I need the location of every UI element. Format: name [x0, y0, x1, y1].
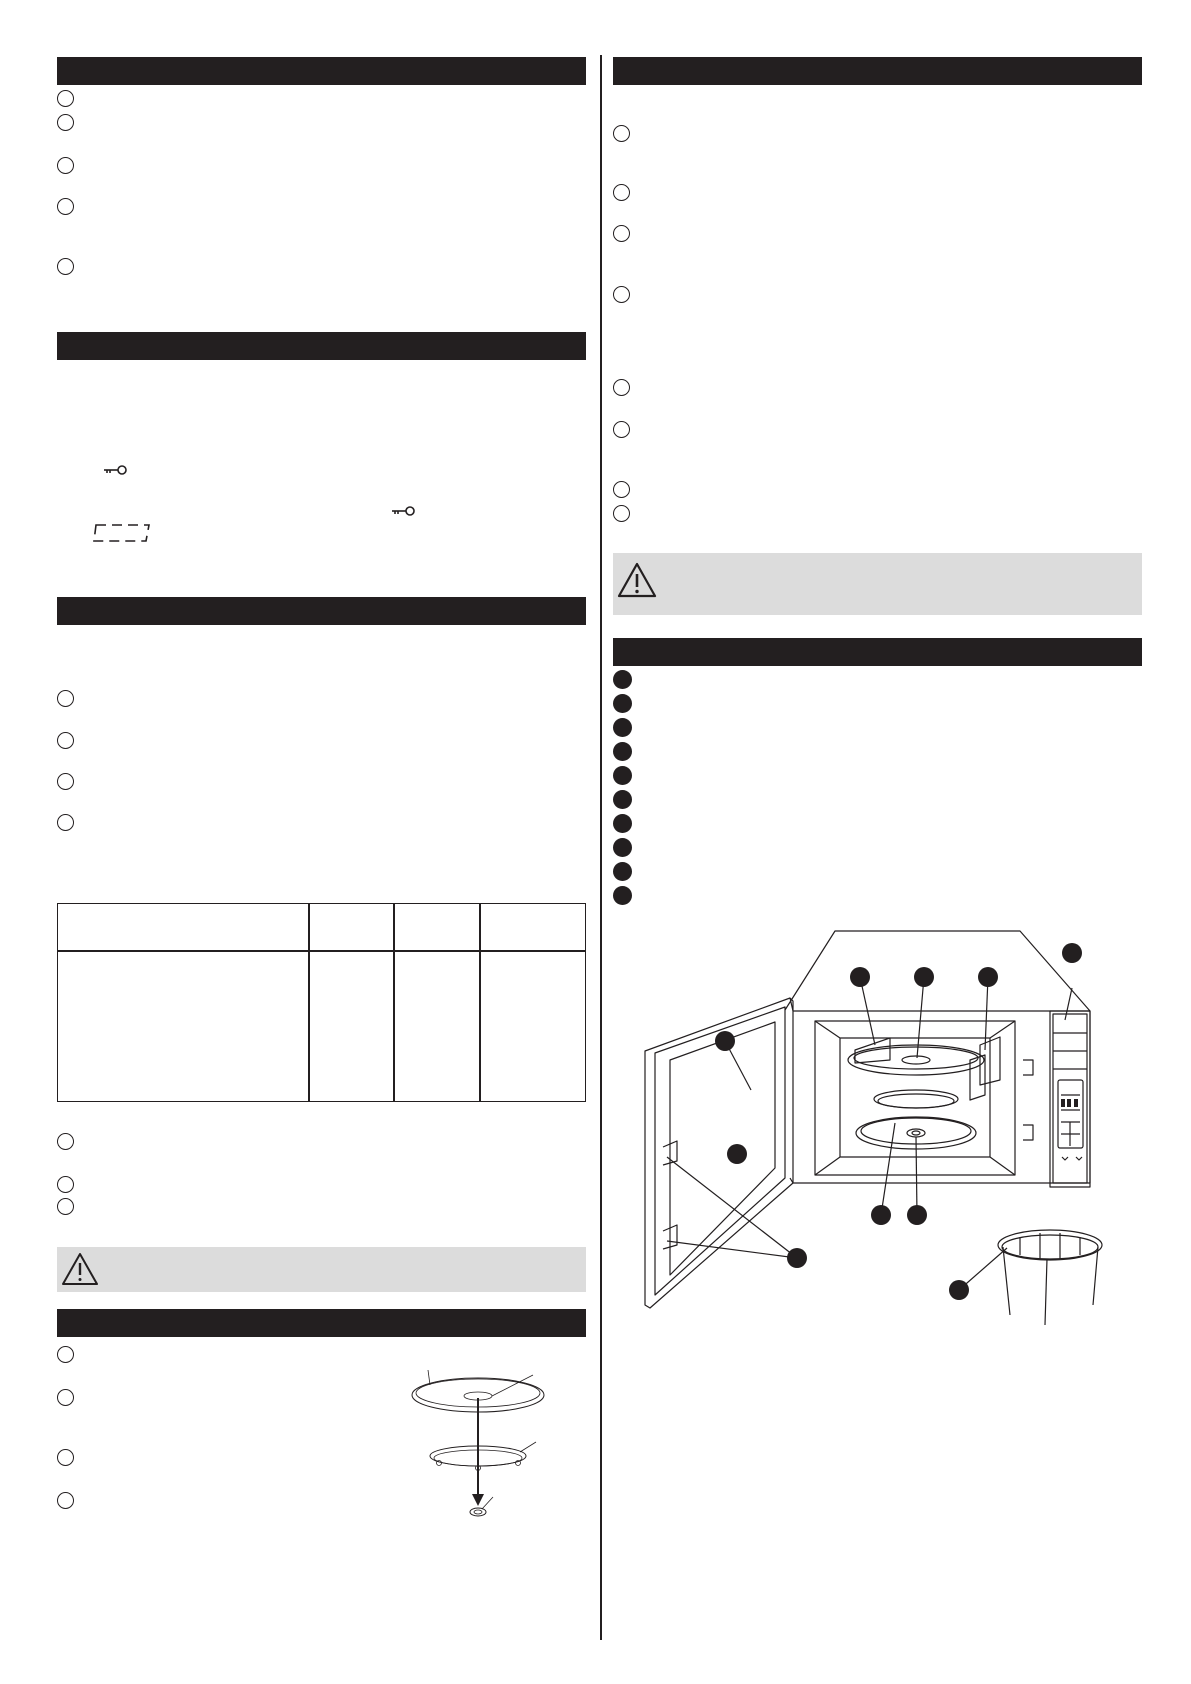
table-column-divider	[479, 904, 481, 1101]
step-marker	[57, 1449, 74, 1466]
key-lock-icon	[391, 505, 415, 517]
step-marker	[613, 286, 630, 303]
part-marker	[613, 790, 632, 809]
step-marker	[57, 114, 74, 131]
part-marker	[613, 814, 632, 833]
step-marker	[57, 814, 74, 831]
step-marker	[57, 1176, 74, 1193]
warning-box	[57, 1247, 586, 1292]
part-marker	[613, 694, 632, 713]
step-marker	[57, 690, 74, 707]
step-marker	[57, 1198, 74, 1215]
step-marker	[57, 1492, 74, 1509]
step-marker	[57, 732, 74, 749]
step-marker	[613, 184, 630, 201]
microwave-oven-illustration	[625, 925, 1135, 1325]
step-marker	[57, 157, 74, 174]
key-lock-icon	[103, 464, 127, 476]
step-marker	[613, 421, 630, 438]
table-column-divider	[393, 904, 395, 1101]
step-marker	[613, 481, 630, 498]
turntable-assembly-diagram	[408, 1360, 548, 1520]
part-marker	[613, 718, 632, 737]
step-marker	[57, 90, 74, 107]
section-header-bar-3	[57, 597, 586, 625]
step-marker	[57, 1133, 74, 1150]
dashed-display-icon	[93, 523, 151, 543]
part-marker	[613, 742, 632, 761]
table-header-divider	[58, 950, 585, 952]
part-marker	[613, 886, 632, 905]
warning-triangle-icon	[617, 562, 657, 598]
section-header-bar-4	[57, 1309, 586, 1337]
step-marker	[613, 225, 630, 242]
step-marker	[57, 198, 74, 215]
column-divider	[600, 55, 602, 1640]
step-marker	[57, 1389, 74, 1406]
section-header-bar-2	[57, 332, 586, 360]
step-marker	[613, 379, 630, 396]
part-marker	[613, 766, 632, 785]
table-column-divider	[308, 904, 310, 1101]
step-marker	[57, 773, 74, 790]
section-header-bar-6	[613, 638, 1142, 666]
step-marker	[613, 505, 630, 522]
step-marker	[613, 125, 630, 142]
part-marker	[613, 862, 632, 881]
step-marker	[57, 258, 74, 275]
warning-triangle-icon	[61, 1252, 99, 1286]
specification-table	[57, 903, 586, 1102]
warning-box	[613, 553, 1142, 615]
section-header-bar-1	[57, 57, 586, 85]
part-marker	[613, 838, 632, 857]
part-marker	[613, 670, 632, 689]
step-marker	[57, 1346, 74, 1363]
section-header-bar-5	[613, 57, 1142, 85]
